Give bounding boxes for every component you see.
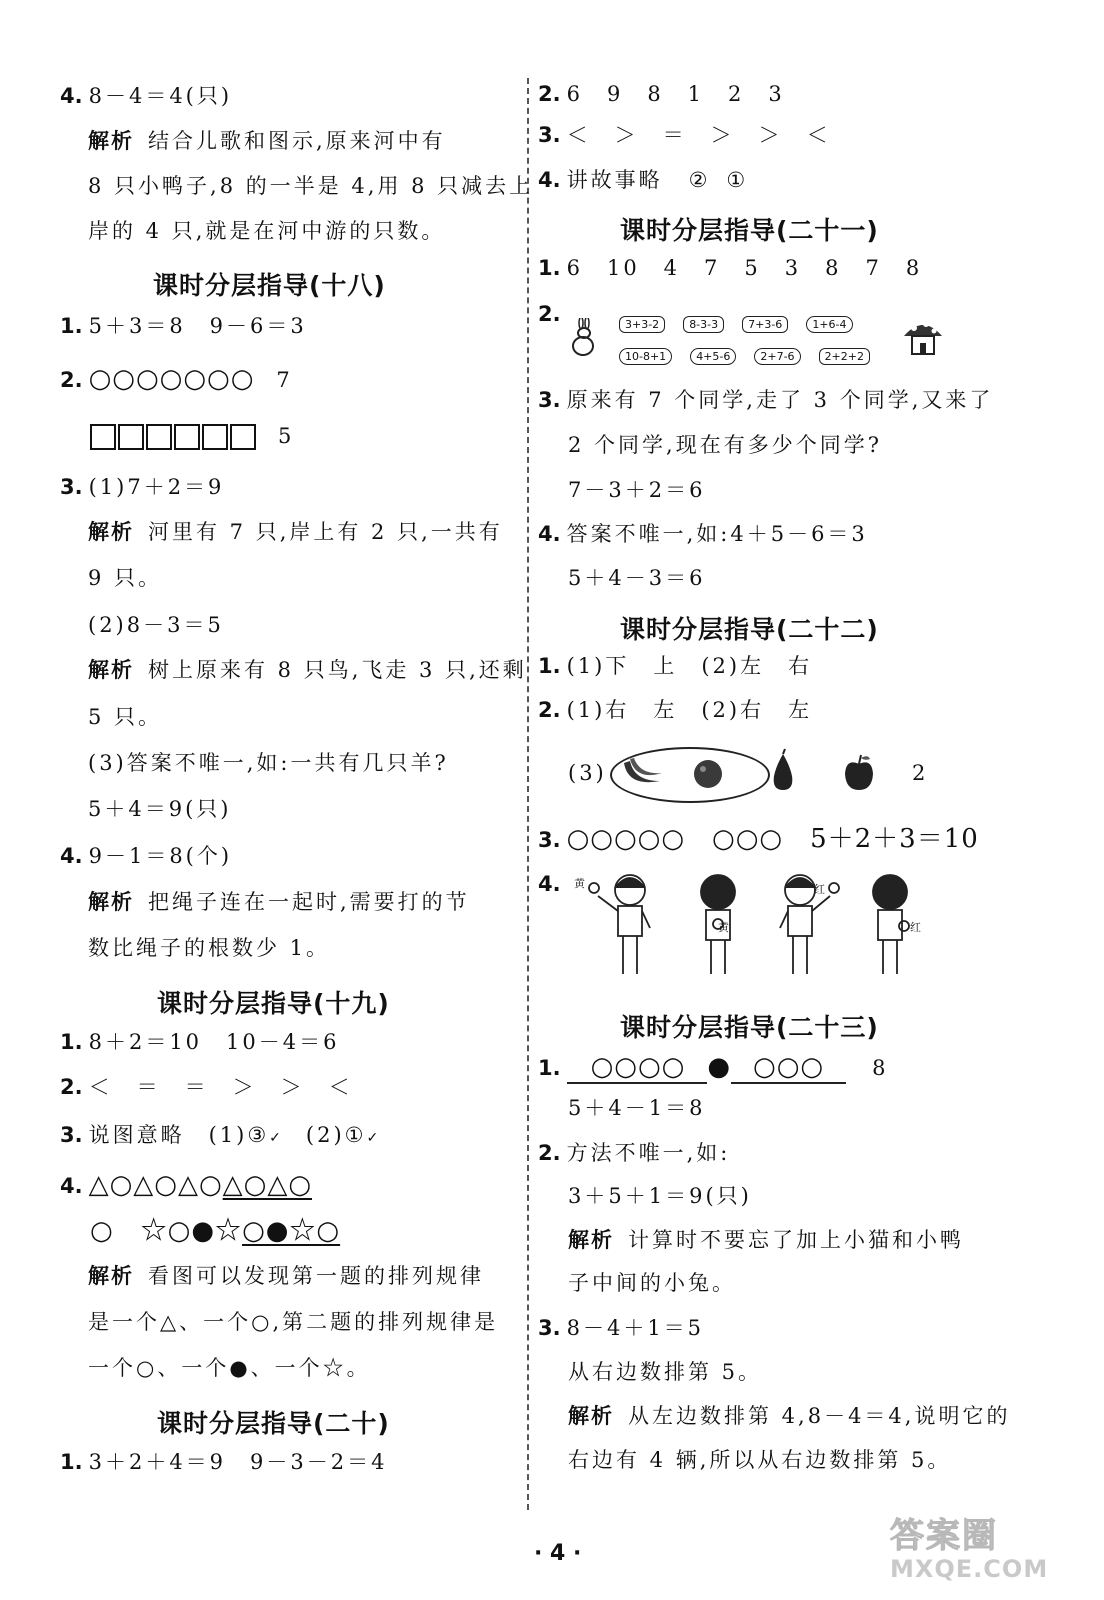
watermark-logo: 答案圈 MXQE.COM xyxy=(890,1516,1049,1583)
analysis-line: 一个○、一个●、一个☆。 xyxy=(88,1356,371,1380)
orange-icon xyxy=(690,755,726,791)
expression-row-top xyxy=(610,311,862,333)
apple-icon xyxy=(840,752,878,794)
expression-box: 4+5-6 xyxy=(690,348,736,365)
answer-line: 3. 8－4＋1＝5 xyxy=(538,1316,705,1340)
analysis-line: 8 只小鸭子,8 的一半是 4,用 8 只减去上 xyxy=(88,174,534,198)
answer-line: 2. 6 9 8 1 2 3 xyxy=(538,82,785,106)
analysis-line: 9 只。 xyxy=(88,566,163,590)
analysis-line: 解析 把绳子连在一起时,需要打的节 xyxy=(88,890,470,914)
answer-line: (3) xyxy=(568,761,607,785)
answer-line: 2. (1)右 左 (2)右 左 xyxy=(538,698,813,722)
answer-line: 2. xyxy=(538,302,561,326)
expression-box: 10-8+1 xyxy=(619,348,672,365)
answer-line: 1. 3＋2＋4＝9 9－3－2＝4 xyxy=(60,1450,388,1474)
girls-illustration xyxy=(568,866,938,982)
square-shape xyxy=(90,424,116,450)
square-shape xyxy=(146,424,172,450)
analysis-line: 解析 结合儿歌和图示,原来河中有 xyxy=(88,129,446,153)
answer-line: 1. 8＋2＝10 10－4＝6 xyxy=(60,1030,340,1054)
expression-box: 8-3-3 xyxy=(683,316,724,333)
column-divider xyxy=(527,78,529,1510)
answer-line: 从右边数排第 5。 xyxy=(568,1360,763,1384)
square-shape xyxy=(202,424,228,450)
pattern-row: ○ ☆○●☆○●☆○ xyxy=(90,1216,341,1246)
answer-line: 5＋4＝9(只) xyxy=(88,797,232,821)
answer-line: 2. 方法不唯一,如: xyxy=(538,1141,731,1165)
analysis-line: 解析 从左边数排第 4,8－4＝4,说明它的 xyxy=(568,1404,1011,1428)
square-shape xyxy=(230,424,256,450)
answer-line: 3. ＜ ＞ ＝ ＞ ＞ ＜ xyxy=(538,123,831,147)
section-heading: 课时分层指导(十九) xyxy=(157,989,390,1018)
checkmark-icon: ✓ xyxy=(366,1130,382,1146)
expression-box: 1+6-4 xyxy=(806,316,852,333)
answer-line: 3. 原来有 7 个同学,走了 3 个同学,又来了 xyxy=(538,388,994,412)
section-heading: 课时分层指导(二十三) xyxy=(620,1013,879,1042)
analysis-line: 右边有 4 辆,所以从右边数排第 5。 xyxy=(568,1448,952,1472)
analysis-line: 解析 计算时不要忘了加上小猫和小鸭 xyxy=(568,1228,964,1252)
analysis-line: 岸的 4 只,就是在河中游的只数。 xyxy=(88,219,446,243)
answer-line: 1. (1)下 上 (2)左 右 xyxy=(538,654,813,678)
answer-line: 5＋4－1＝8 xyxy=(568,1096,706,1120)
answer-line: 3. ○○○○○ ○○○ 5＋2＋3＝10 xyxy=(538,824,979,854)
section-heading: 课时分层指导(二十) xyxy=(157,1409,390,1438)
banana-icon xyxy=(620,755,664,791)
expression-row-bottom xyxy=(610,343,879,365)
checkmark-icon: ✓ xyxy=(269,1130,284,1146)
page-number: · 4 · xyxy=(534,1541,582,1566)
expression-box: 7+3-6 xyxy=(742,316,788,333)
girl-back-red xyxy=(873,875,909,974)
expression-box: 2+7-6 xyxy=(754,348,800,365)
analysis-line: 数比绳子的根数少 1。 xyxy=(88,936,331,960)
flower-label: 黄 xyxy=(718,921,729,934)
analysis-line: 5 只。 xyxy=(88,705,163,729)
rabbit-icon xyxy=(568,318,602,358)
answer-line: 5＋4－3＝6 xyxy=(568,566,706,590)
section-heading: 课时分层指导(十八) xyxy=(153,271,386,300)
flower-label: 红 xyxy=(910,921,921,934)
expression-box: 2+2+2 xyxy=(819,348,870,365)
girl-front-red xyxy=(780,875,839,974)
answer-line: 4. 8－4＝4(只) xyxy=(60,84,233,108)
answer-line: 4. 讲故事略 ② ① xyxy=(538,168,749,192)
answer-line: 3. (1)7＋2＝9 xyxy=(60,475,225,499)
analysis-line: 解析 看图可以发现第一题的排列规律 xyxy=(88,1264,484,1288)
answer-line: 3. 说图意略 (1)③✓ (2)①✓ xyxy=(60,1123,382,1147)
mushroom-house-icon xyxy=(900,314,946,358)
analysis-line: 解析 树上原来有 8 只鸟,飞走 3 只,还剩 xyxy=(88,658,527,682)
flower-label: 黄 xyxy=(574,877,585,890)
answer-line: (2)8－3＝5 xyxy=(88,613,224,637)
answer-line: 1. 5＋3＝8 9－6＝3 xyxy=(60,314,307,338)
analysis-line: 是一个△、一个○,第二题的排列规律是 xyxy=(88,1310,499,1334)
answer-count: 2 xyxy=(912,761,929,785)
girl-front-yellow xyxy=(589,875,650,974)
answer-line: 2. ＜ ＝ ＝ ＞ ＞ ＜ xyxy=(60,1075,353,1099)
answer-line: 1. 6 10 4 7 5 3 8 7 8 xyxy=(538,256,923,280)
section-heading: 课时分层指导(二十二) xyxy=(620,615,879,644)
answer-line: 4. xyxy=(538,872,561,896)
pear-icon xyxy=(766,748,800,794)
analysis-line: 解析 河里有 7 只,岸上有 2 只,一共有 xyxy=(88,520,503,544)
flower-label: 红 xyxy=(814,883,825,896)
analysis-line: 子中间的小兔。 xyxy=(568,1271,736,1295)
square-shape xyxy=(174,424,200,450)
answer-line: 4. 答案不唯一,如:4＋5－6＝3 xyxy=(538,522,868,546)
expression-box: 3+3-2 xyxy=(619,316,665,333)
answer-line: (3)答案不唯一,如:一共有几只羊? xyxy=(88,751,449,775)
answer-line: 1. ○○○○ ● ○○○ 8 xyxy=(538,1052,889,1082)
answer-line: 7－3＋2＝6 xyxy=(568,478,706,502)
square-shape xyxy=(118,424,144,450)
boxes-row: 5 xyxy=(90,424,294,450)
answer-line: 4. 9－1＝8(个) xyxy=(60,844,233,868)
answer-line: 3＋5＋1＝9(只) xyxy=(568,1184,752,1208)
pattern-row: 4. △○△○△○△○△○ xyxy=(60,1170,313,1200)
answer-line: 2. ○○○○○○○ 7 xyxy=(60,364,293,394)
section-heading: 课时分层指导(二十一) xyxy=(620,216,879,245)
answer-line: 2 个同学,现在有多少个同学? xyxy=(568,433,882,457)
